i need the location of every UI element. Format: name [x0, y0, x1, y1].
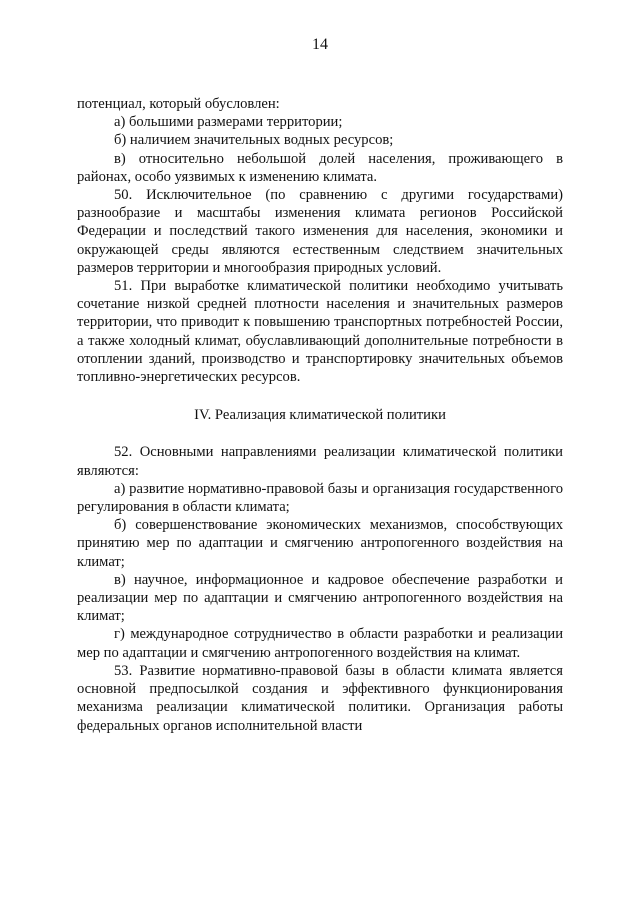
paragraph: 51. При выработке климатической политики необходимо учитывать сочетание низкой средней плотности населения и значительных размеров территории, что приводит к повышению транспортных потребностей России, а также холодный климат, обуславливающий дополнительные потребности в отоплении зданий, производство и транспортировку значительных объемов топливно-энергетических ресурсов. [77, 278, 563, 386]
paragraph: б) совершенствование экономических механизмов, способствующих принятию мер по адаптации и смягчению антропогенного воздействия на климат; [77, 517, 563, 570]
section-heading: IV. Реализация климатической политики [194, 407, 446, 424]
paragraph: в) относительно небольшой долей населения, проживающего в районах, особо уязвимых к изменению климата. [77, 150, 563, 185]
text-block-bottom [77, 443, 563, 734]
page-number: 14 [312, 36, 328, 53]
paragraph: в) научное, информационное и кадровое обеспечение разработки и реализации мер по адаптации и смягчению антропогенного воздействия на климат; [77, 571, 563, 625]
paragraph: 50. Исключительное (по сравнению с другими государствами) разнообразие и масштабы изменения климата регионов Российской Федерации и последствий такого изменения для населения, экономики и окружающей среды являются естественным следствием значительных размеров территории и многообразия природных условий. [77, 187, 563, 276]
document-body [77, 95, 563, 735]
paragraph: 52. Основными направлениями реализации климатической политики являются: [77, 444, 563, 479]
text-block-top [77, 95, 563, 386]
paragraph: г) международное сотрудничество в области разработки и реализации мер по адаптации и смягчению антропогенного воздействия на климат. [77, 626, 563, 661]
paragraph: потенциал, который обусловлен: [77, 96, 280, 112]
paragraph: 53. Развитие нормативно-правовой базы в области климата является основной предпосылкой создания и эффективного функционирования механизма реализации климатической политики. Организация работы федеральных органов исполнительной власти [77, 662, 563, 734]
paragraph: а) развитие нормативно-правовой базы и организация государственного регулирования в области климата; [77, 480, 563, 516]
paragraph: а) большими размерами территории; [114, 114, 343, 131]
paragraph: б) наличием значительных водных ресурсов; [114, 132, 394, 149]
